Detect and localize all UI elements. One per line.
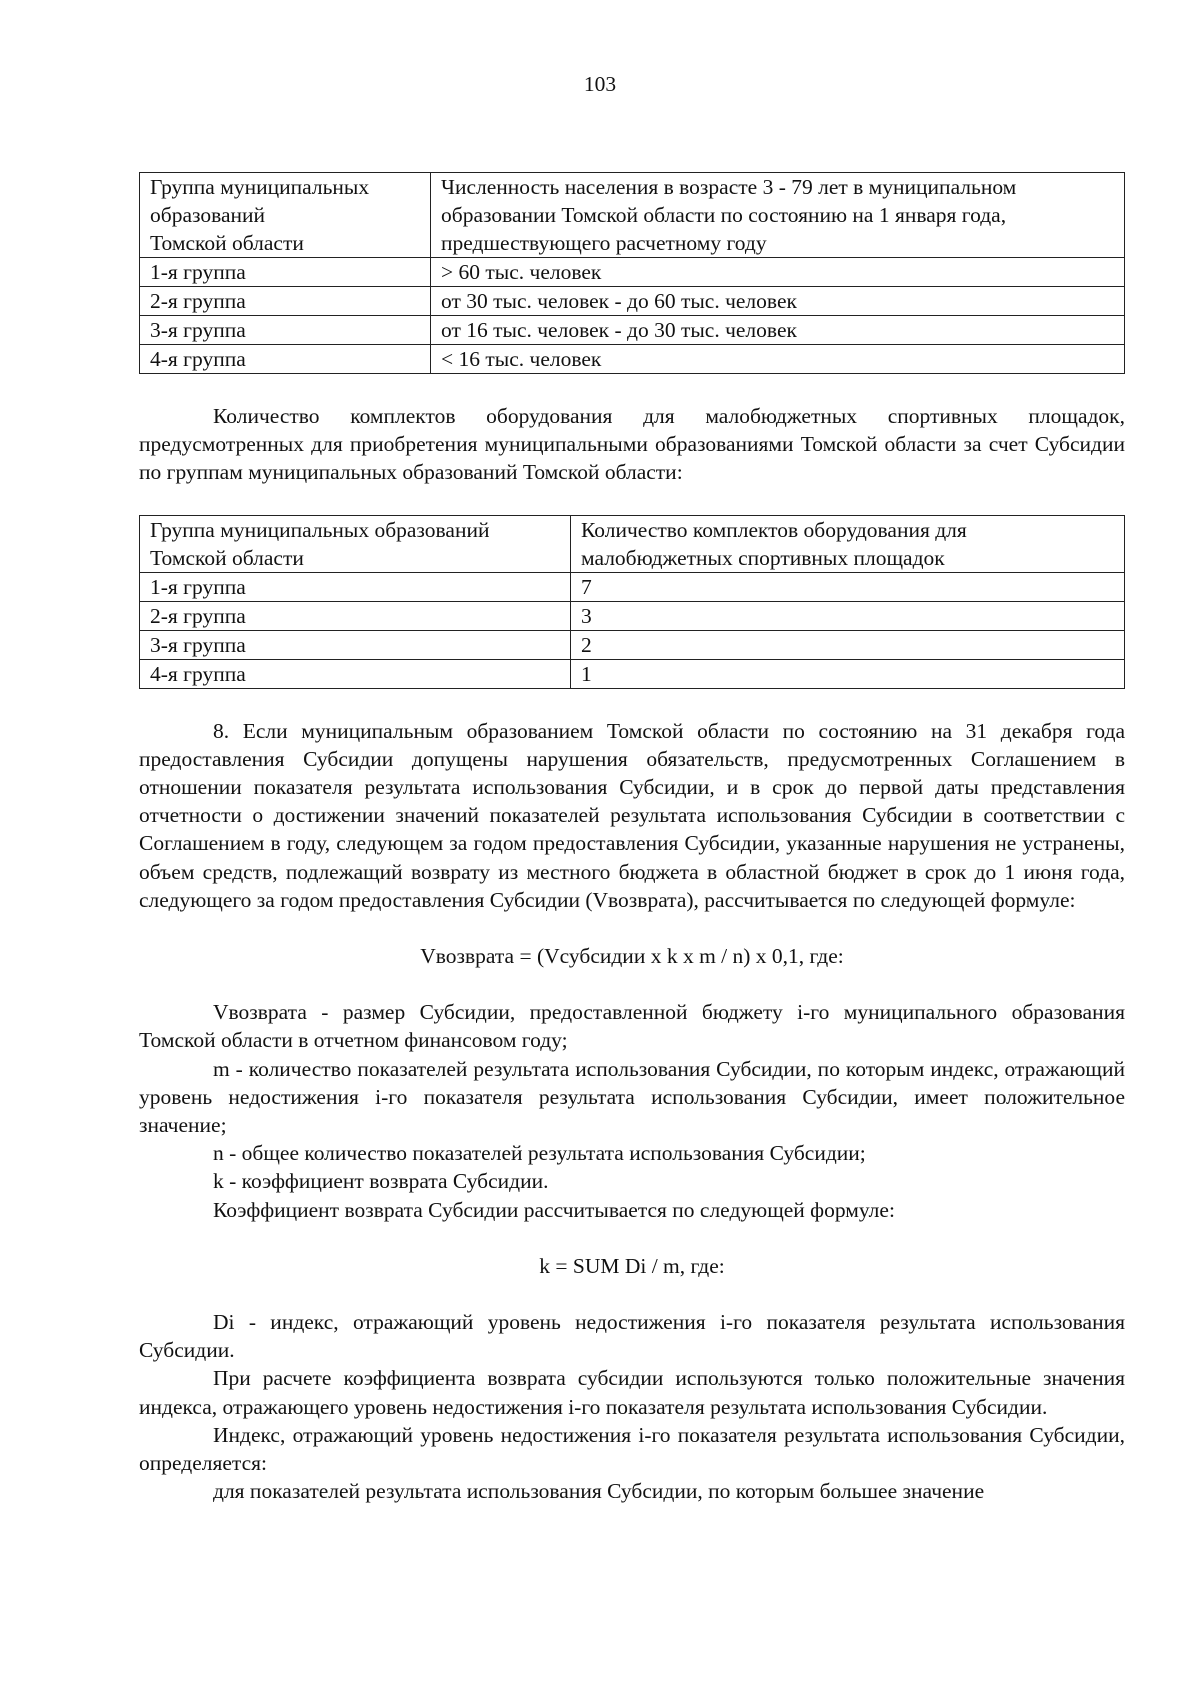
table-row — [140, 601, 1125, 630]
definition-n: n - общее количество показателей результата использования Субсидии; — [213, 1141, 866, 1166]
paragraph-positive: При расчете коэффициента возврата субсидии используются только положительные значения индекса, отражающего уровень недостижения i-го показателя результата использования Субсидии. — [139, 1366, 1125, 1419]
table-row — [140, 630, 1125, 659]
table-row — [140, 345, 1125, 374]
page-number: 103 — [583, 72, 617, 96]
population-groups-table — [139, 172, 1125, 374]
cell: 1-я группа — [140, 572, 571, 601]
cell: от 16 тыс. человек - до 30 тыс. человек — [431, 316, 1125, 345]
header-cell-group: Группа муниципальных образований Томской области — [140, 515, 571, 572]
table-row — [140, 287, 1125, 316]
table-row — [140, 258, 1125, 287]
cell: < 16 тыс. человек — [431, 345, 1125, 374]
header-cell-group — [140, 173, 431, 258]
paragraph-last: для показателей результата использования Субсидии, по которым большее значение — [213, 1479, 985, 1504]
paragraph-equipment: Количество комплектов оборудования для малобюджетных спортивных площадок, предусмотренных для приобретения муниципальными образованиями Томской области за счет Субсидии по группам муниципальных образований Томской области: — [139, 404, 1125, 485]
cell: 2-я группа — [140, 287, 431, 316]
formula-k: k = SUM Di / m, где: — [539, 1253, 725, 1278]
table-header-row — [140, 173, 1125, 258]
header-cell-count: Количество комплектов оборудования для малобюджетных спортивных площадок — [571, 515, 1125, 572]
table-row — [140, 316, 1125, 345]
cell: 2 — [571, 630, 1125, 659]
header-line: Томской области — [150, 231, 304, 255]
equipment-table — [139, 515, 1125, 689]
definition-v: Vвозврата - размер Субсидии, предоставленной бюджету i-го муниципального образования Томской области в отчетном финансовом году; — [139, 1000, 1125, 1053]
cell: 7 — [571, 572, 1125, 601]
cell: от 30 тыс. человек - до 60 тыс. человек — [431, 287, 1125, 316]
cell: 4-я группа — [140, 659, 571, 688]
cell: 3-я группа — [140, 316, 431, 345]
cell: 3-я группа — [140, 630, 571, 659]
document-body — [139, 172, 1125, 1505]
cell: 1-я группа — [140, 258, 431, 287]
cell: > 60 тыс. человек — [431, 258, 1125, 287]
cell: 4-я группа — [140, 345, 431, 374]
cell: 3 — [571, 601, 1125, 630]
header-line: образований — [150, 203, 266, 227]
table-row — [140, 659, 1125, 688]
table-row — [140, 572, 1125, 601]
cell: 2-я группа — [140, 601, 571, 630]
paragraph-8: 8. Если муниципальным образованием Томской области по состоянию на 31 декабря года предоставления Субсидии допущены нарушения обязательств, предусмотренных Соглашением в отношении показателя результата использования Субсидии, и в срок до первой даты представления отчетности о достижении значений показателей результата использования Субсидии в соответствии с Соглашением в году, следующем за годом предоставления Субсидии, указанные нарушения не устранены, объем средств, подлежащий возврату из местного бюджета в областной бюджет в срок до 1 июня года, следующего за годом предоставления Субсидии (Vвозврата), рассчитывается по следующей формуле: — [139, 718, 1125, 912]
definition-k: k - коэффициент возврата Субсидии. — [213, 1169, 549, 1194]
formula-return: Vвозврата = (Vсубсидии x k x m / n) x 0,1, где: — [420, 944, 844, 969]
table-header-row — [140, 515, 1125, 572]
k-intro: Коэффициент возврата Субсидии рассчитывается по следующей формуле: — [213, 1197, 895, 1222]
header-cell-population: Численность населения в возрасте 3 - 79 лет в муниципальном образовании Томской области по состоянию на 1 января года, предшествующего расчетному году — [431, 173, 1125, 258]
definition-di: Di - индекс, отражающий уровень недостижения i-го показателя результата использования Субсидии. — [139, 1310, 1125, 1363]
definition-m: m - количество показателей результата использования Субсидии, по которым индекс, отражающий уровень недостижения i-го показателя результата использования Субсидии, имеет положительное значение; — [139, 1056, 1125, 1138]
paragraph-index: Индекс, отражающий уровень недостижения i-го показателя результата использования Субсидии, определяется: — [139, 1422, 1125, 1476]
header-line: Группа муниципальных — [150, 175, 370, 199]
cell: 1 — [571, 659, 1125, 688]
